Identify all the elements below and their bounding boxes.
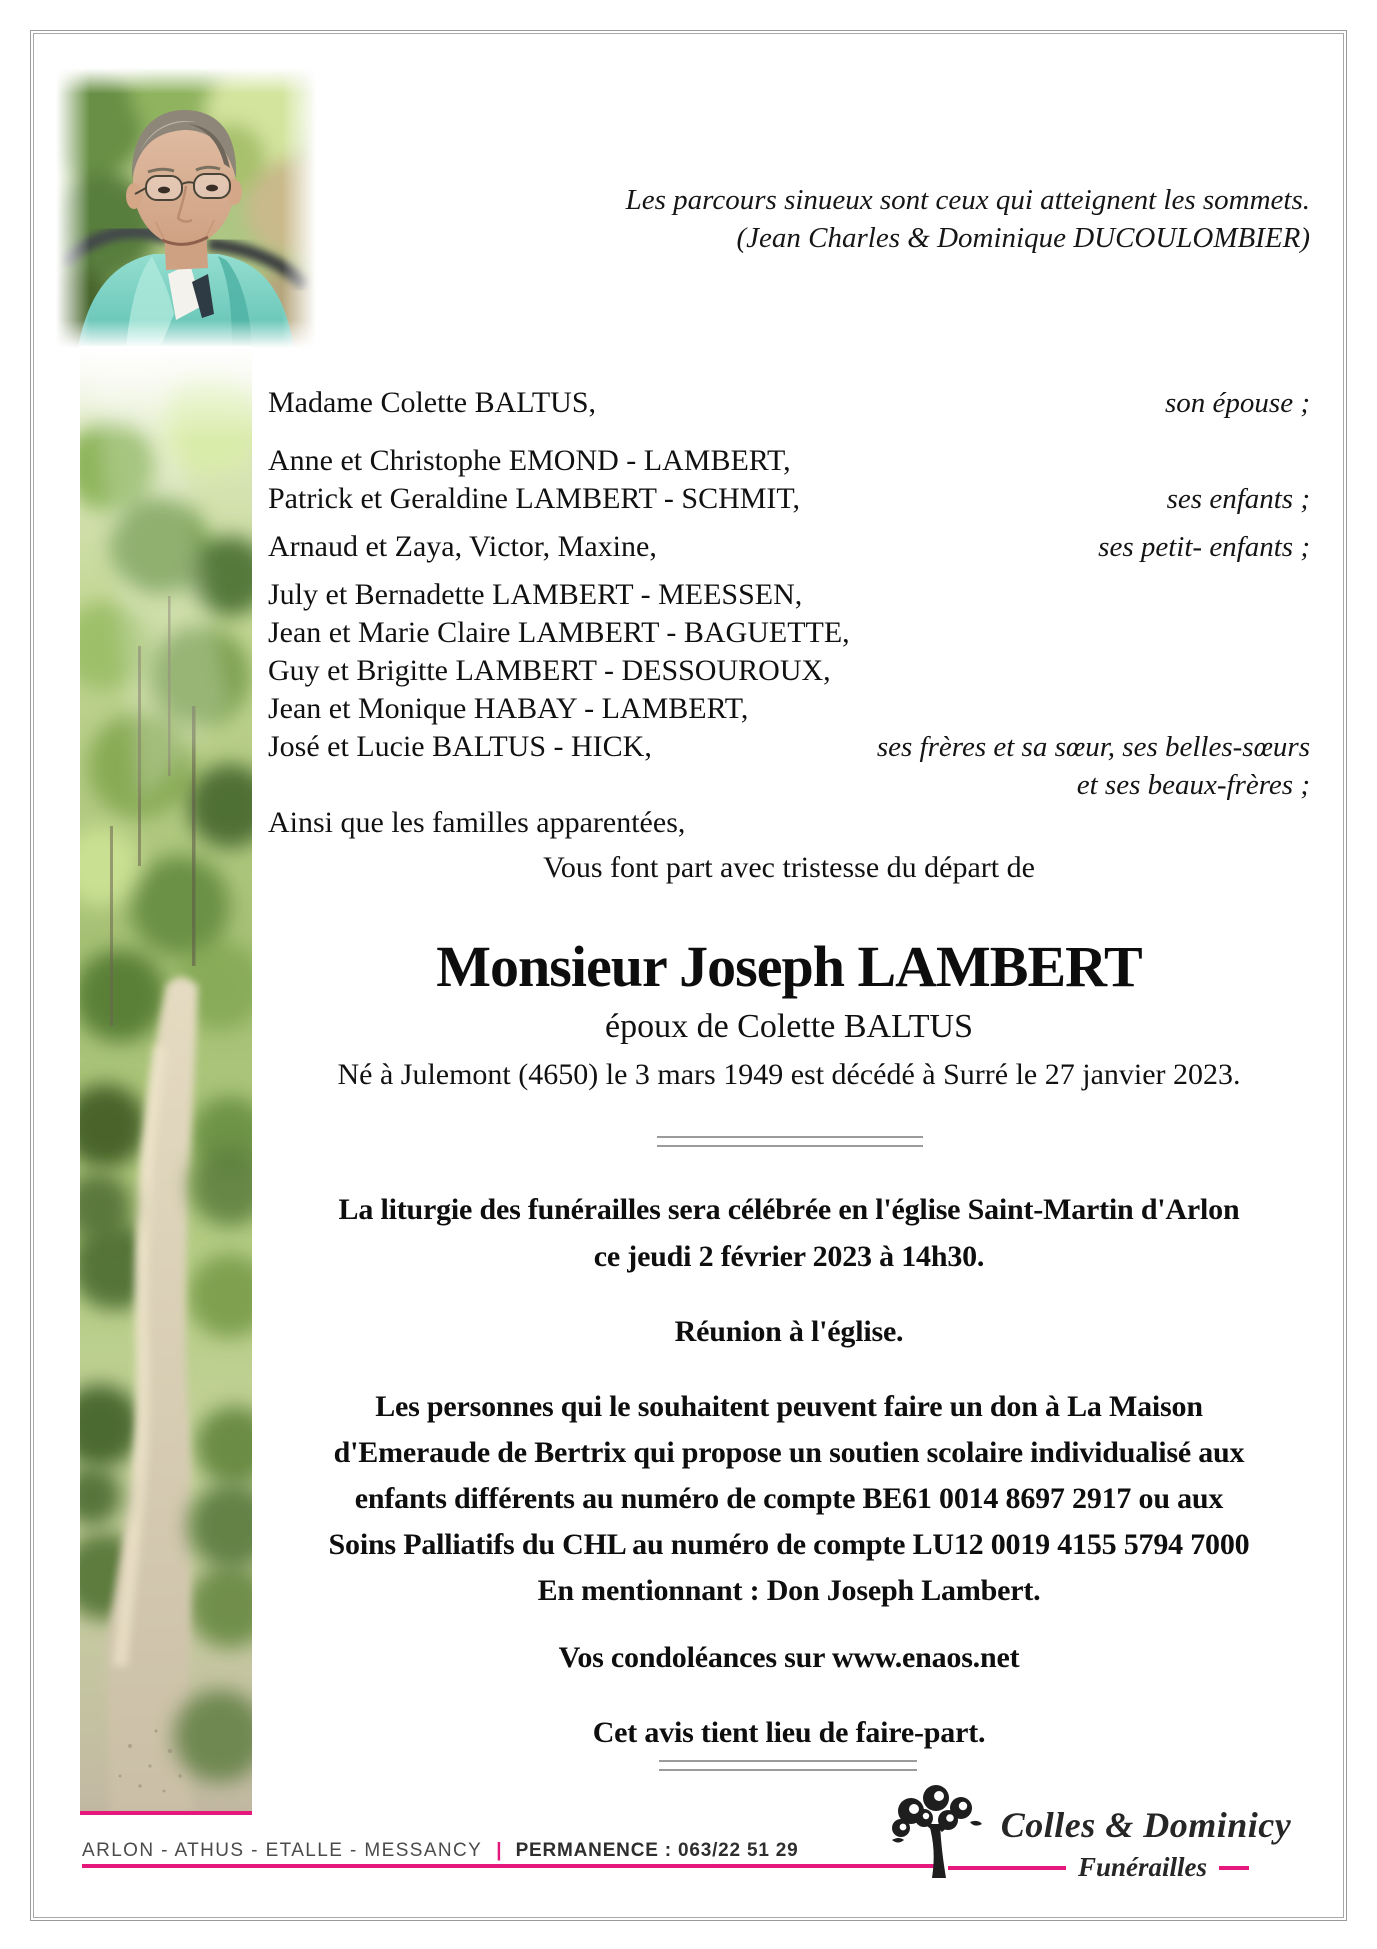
family-list bbox=[268, 384, 1310, 850]
footer-divider: | bbox=[496, 1840, 502, 1861]
funeral-home-name: Colles & Dominicy bbox=[1000, 1805, 1292, 1845]
footer-pink-rule bbox=[82, 1864, 942, 1868]
deceased-spouse: époux de Colette BALTUS bbox=[605, 1008, 973, 1045]
family-name: Jean et Marie Claire LAMBERT - BAGUETTE, bbox=[268, 616, 850, 649]
family-name: Arnaud et Zaya, Victor, Maxine, bbox=[268, 530, 657, 563]
family-name: Anne et Christophe EMOND - LAMBERT, bbox=[268, 444, 791, 477]
quote-line-1: Les parcours sinueux sont ceux qui atteignent les sommets. bbox=[625, 184, 1310, 216]
double-line-separator bbox=[657, 1136, 923, 1147]
footer-permanence: PERMANENCE : 063/22 51 29 bbox=[515, 1840, 799, 1861]
meeting-note: Réunion à l'église. bbox=[674, 1315, 904, 1348]
announcement-intro: Vous font part avec tristesse du départ de bbox=[543, 851, 1035, 884]
donation-line-3: enfants différents au numéro de compte BE61 0014 8697 2917 ou aux bbox=[354, 1482, 1224, 1515]
family-name: Patrick et Geraldine LAMBERT - SCHMIT, bbox=[268, 482, 801, 515]
relation-label: ses enfants ; bbox=[1166, 483, 1310, 515]
photo-pink-underline bbox=[80, 1811, 252, 1815]
footer-contact-line bbox=[82, 1840, 799, 1862]
family-name: July et Bernadette LAMBERT - MEESSEN, bbox=[268, 578, 803, 611]
relation-label: son épouse ; bbox=[1165, 387, 1310, 419]
donation-line-2: d'Emeraude de Bertrix qui propose un soutien scolaire individualisé aux bbox=[333, 1436, 1245, 1469]
funeral-home-subtitle: Funérailles bbox=[1078, 1852, 1208, 1882]
quote-line-2: (Jean Charles & Dominique DUCOULOMBIER) bbox=[736, 222, 1310, 254]
relation-label: ses petit- enfants ; bbox=[1098, 531, 1310, 563]
family-name: José et Lucie BALTUS - HICK, bbox=[268, 730, 652, 763]
relation-label: ses frères et sa sœur, ses belles-sœurs bbox=[876, 731, 1310, 763]
funeral-home-subtitle-row bbox=[948, 1852, 1284, 1883]
ceremony-line-2: ce jeudi 2 février 2023 à 14h30. bbox=[593, 1240, 985, 1273]
donation-line-1: Les personnes qui le souhaitent peuvent faire un don à La Maison bbox=[375, 1390, 1203, 1423]
donation-line-4: Soins Palliatifs du CHL au numéro de compte LU12 0019 4155 5794 7000 bbox=[328, 1528, 1250, 1561]
footer-cities: ARLON - ATHUS - ETALLE - MESSANCY bbox=[82, 1840, 483, 1861]
ceremony-details bbox=[168, 1186, 1377, 1280]
donation-paragraph bbox=[168, 1384, 1377, 1614]
relation-label: et ses beaux-frères ; bbox=[1076, 769, 1310, 801]
family-name: Madame Colette BALTUS, bbox=[268, 386, 597, 419]
family-name: Jean et Monique HABAY - LAMBERT, bbox=[268, 692, 749, 725]
condolences-note: Vos condoléances sur www.enaos.net bbox=[558, 1641, 1020, 1674]
faire-part-notice: Cet avis tient lieu de faire-part. bbox=[592, 1716, 986, 1749]
portrait-photo bbox=[56, 68, 316, 348]
family-name: Guy et Brigitte LAMBERT - DESSOUROUX, bbox=[268, 654, 831, 687]
pink-dash-left bbox=[948, 1866, 1066, 1870]
donation-line-5: En mentionnant : Don Joseph Lambert. bbox=[537, 1574, 1041, 1607]
portrait-illustration bbox=[56, 68, 316, 348]
ceremony-line-1: La liturgie des funérailles sera célébrée en l'église Saint-Martin d'Arlon bbox=[338, 1193, 1240, 1226]
family-closing: Ainsi que les familles apparentées, bbox=[268, 806, 686, 839]
double-line-separator bbox=[659, 1760, 917, 1771]
deceased-life-dates: Né à Julemont (4650) le 3 mars 1949 est décédé à Surré le 27 janvier 2023. bbox=[337, 1058, 1241, 1091]
memorial-quote bbox=[380, 181, 1310, 257]
pink-dash-right bbox=[1219, 1866, 1249, 1870]
deceased-name: Monsieur Joseph LAMBERT bbox=[436, 934, 1142, 999]
